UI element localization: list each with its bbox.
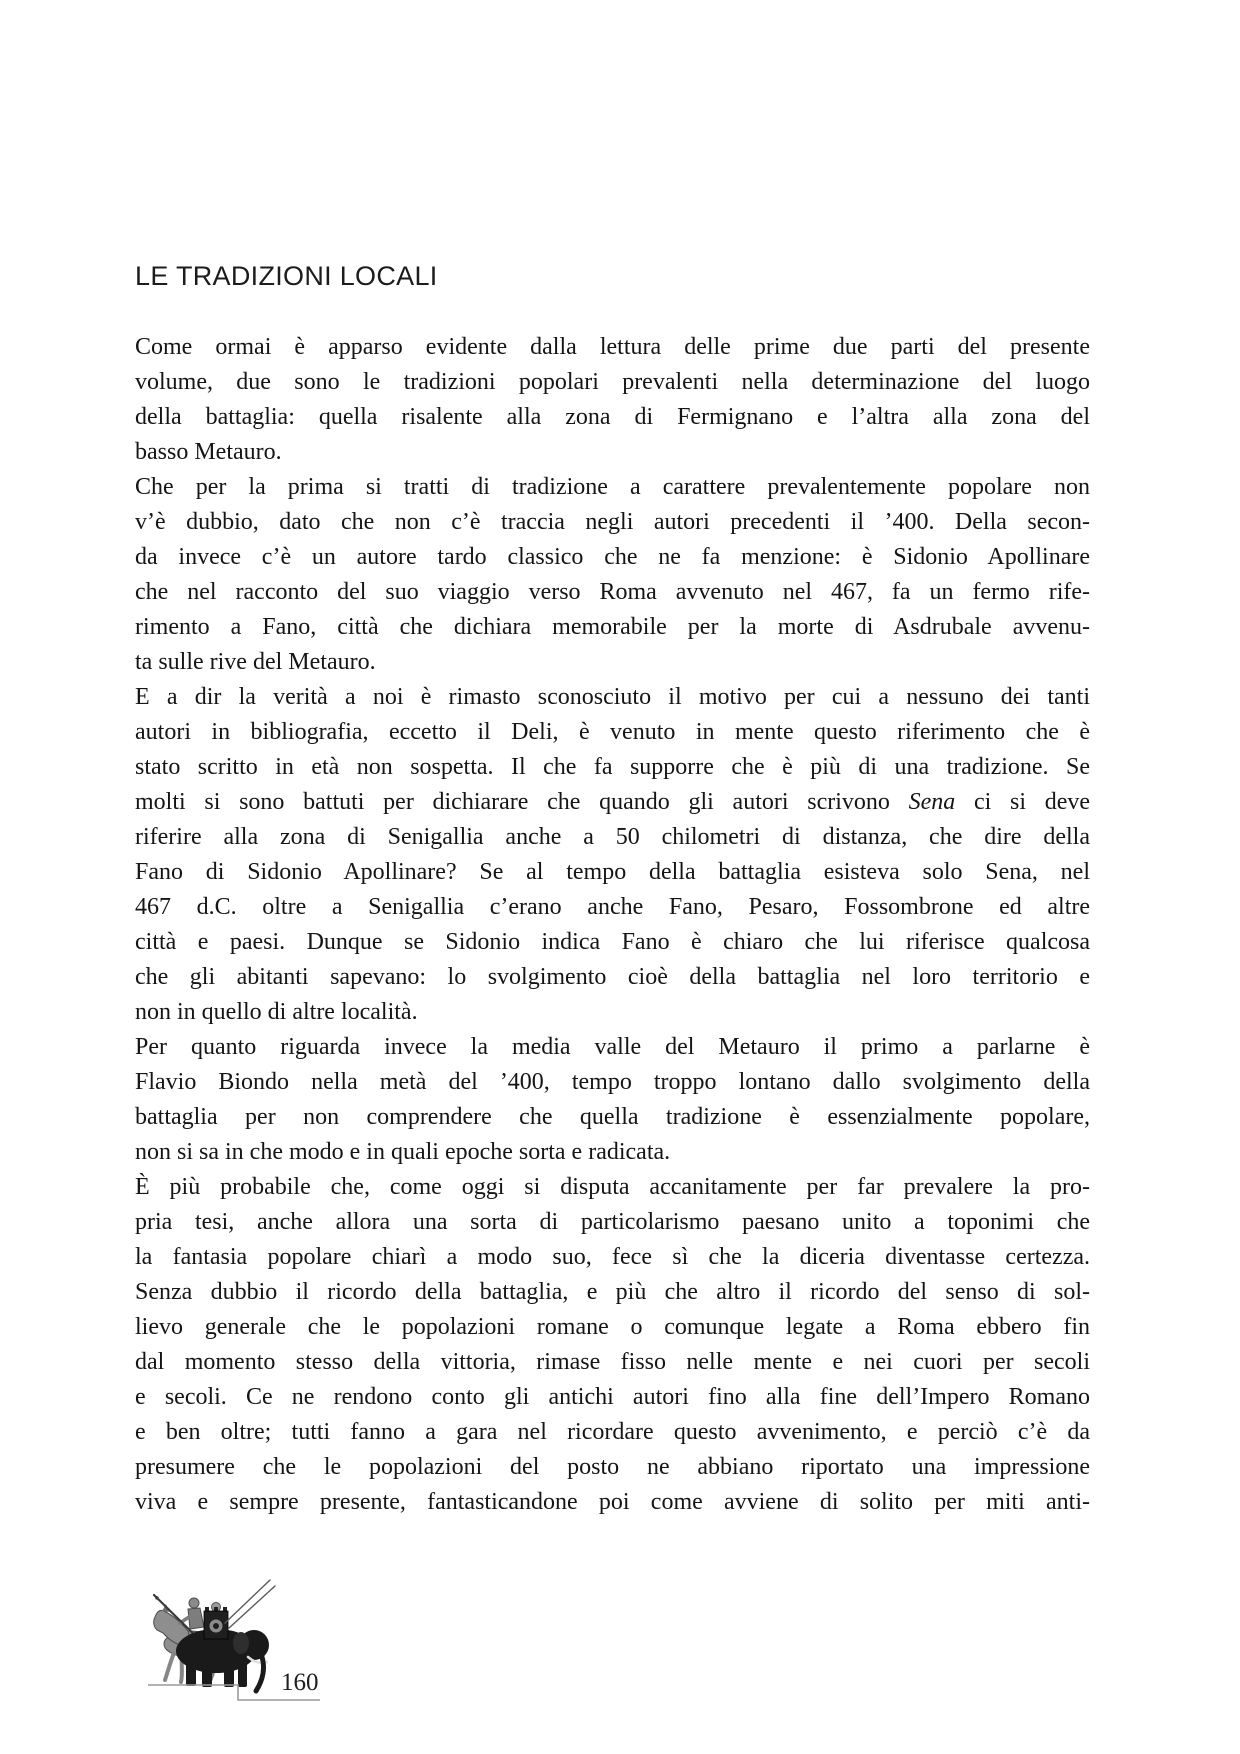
- text-line: che gli abitanti sapevano: lo svolgimento cioè della battaglia nel loro territorio e: [135, 964, 1090, 990]
- text-line: È più probabile che, come oggi si disputa accanitamente per far prevalere la pro-: [135, 1174, 1090, 1200]
- text-line: v’è dubbio, dato che non c’è traccia negli autori precedenti il ’400. Della secon-: [135, 509, 1090, 535]
- text-line: Come ormai è apparso evidente dalla lettura delle prime due parti del presente: [135, 334, 1090, 360]
- page-number: 160: [281, 1669, 319, 1696]
- text-line: che nel racconto del suo viaggio verso Roma avvenuto nel 467, fa un fermo rife-: [135, 579, 1090, 605]
- text-line: Senza dubbio il ricordo della battaglia, e più che altro il ricordo del senso di sol-: [135, 1279, 1090, 1305]
- text-line: dal momento stesso della vittoria, rimase fisso nelle mente e nei cuori per secoli: [135, 1349, 1090, 1375]
- text-line: Flavio Biondo nella metà del ’400, tempo troppo lontano dallo svolgimento della: [135, 1069, 1090, 1095]
- text-line: la fantasia popolare chiarì a modo suo, fece sì che la diceria diventasse certezza.: [135, 1244, 1090, 1270]
- text-line: e secoli. Ce ne rendono conto gli antichi autori fino alla fine dell’Impero Romano: [135, 1384, 1090, 1410]
- text-line: ta sulle rive del Metauro.: [135, 649, 376, 675]
- text-line: autori in bibliografia, eccetto il Deli, è venuto in mente questo riferimento che è: [135, 719, 1090, 745]
- text-line: molti si sono battuti per dichiarare che quando gli autori scrivono Sena ci si deve: [135, 789, 1090, 815]
- text-line: rimento a Fano, città che dichiara memorabile per la morte di Asdrubale avvenu-: [135, 614, 1090, 640]
- howdah-tower: [204, 1580, 275, 1639]
- text-line: riferire alla zona di Senigallia anche a 50 chilometri di distanza, che dire della: [135, 824, 1090, 850]
- text-line: città e paesi. Dunque se Sidonio indica Fano è chiaro che lui riferisce qualcosa: [135, 929, 1090, 955]
- text-line: da invece c’è un autore tardo classico che ne fa menzione: è Sidonio Apollinare: [135, 544, 1090, 570]
- text-line: lievo generale che le popolazioni romane o comunque legate a Roma ebbero fin: [135, 1314, 1090, 1340]
- text-line: basso Metauro.: [135, 439, 282, 465]
- text-line: non si sa in che modo e in quali epoche sorta e radicata.: [135, 1139, 671, 1165]
- body-text: [135, 330, 1090, 1520]
- text-line: pria tesi, anche allora una sorta di particolarismo paesano unito a toponimi che: [135, 1209, 1090, 1235]
- text-line: Che per la prima si tratti di tradizione a carattere prevalentemente popolare non: [135, 474, 1090, 500]
- text-line: stato scritto in età non sospetta. Il che fa supporre che è più di una tradizione. Se: [135, 754, 1090, 780]
- text-line: volume, due sono le tradizioni popolari prevalenti nella determinazione del luogo: [135, 369, 1090, 395]
- text-line: e ben oltre; tutti fanno a gara nel ricordare questo avvenimento, e perciò c’è da: [135, 1419, 1090, 1445]
- page-title: LE TRADIZIONI LOCALI: [135, 261, 438, 291]
- text-line: Per quanto riguarda invece la media valle del Metauro il primo a parlarne è: [135, 1034, 1090, 1060]
- text-line: della battaglia: quella risalente alla zona di Fermignano e l’altra alla zona del: [135, 404, 1090, 430]
- text-line: presumere che le popolazioni del posto ne abbiano riportato una impressione: [135, 1454, 1090, 1480]
- text-line: E a dir la verità a noi è rimasto sconosciuto il motivo per cui a nessuno dei tanti: [135, 684, 1090, 710]
- text-line: battaglia per non comprendere che quella tradizione è essenzialmente popolare,: [135, 1104, 1090, 1130]
- text-line: non in quello di altre località.: [135, 999, 418, 1025]
- text-line: 467 d.C. oltre a Senigallia c’erano anche Fano, Pesaro, Fossombrone ed altre: [135, 894, 1090, 920]
- text-line: viva e sempre presente, fantasticandone poi come avviene di solito per miti anti-: [135, 1489, 1090, 1515]
- text-line: Fano di Sidonio Apollinare? Se al tempo della battaglia esisteva solo Sena, nel: [135, 859, 1090, 885]
